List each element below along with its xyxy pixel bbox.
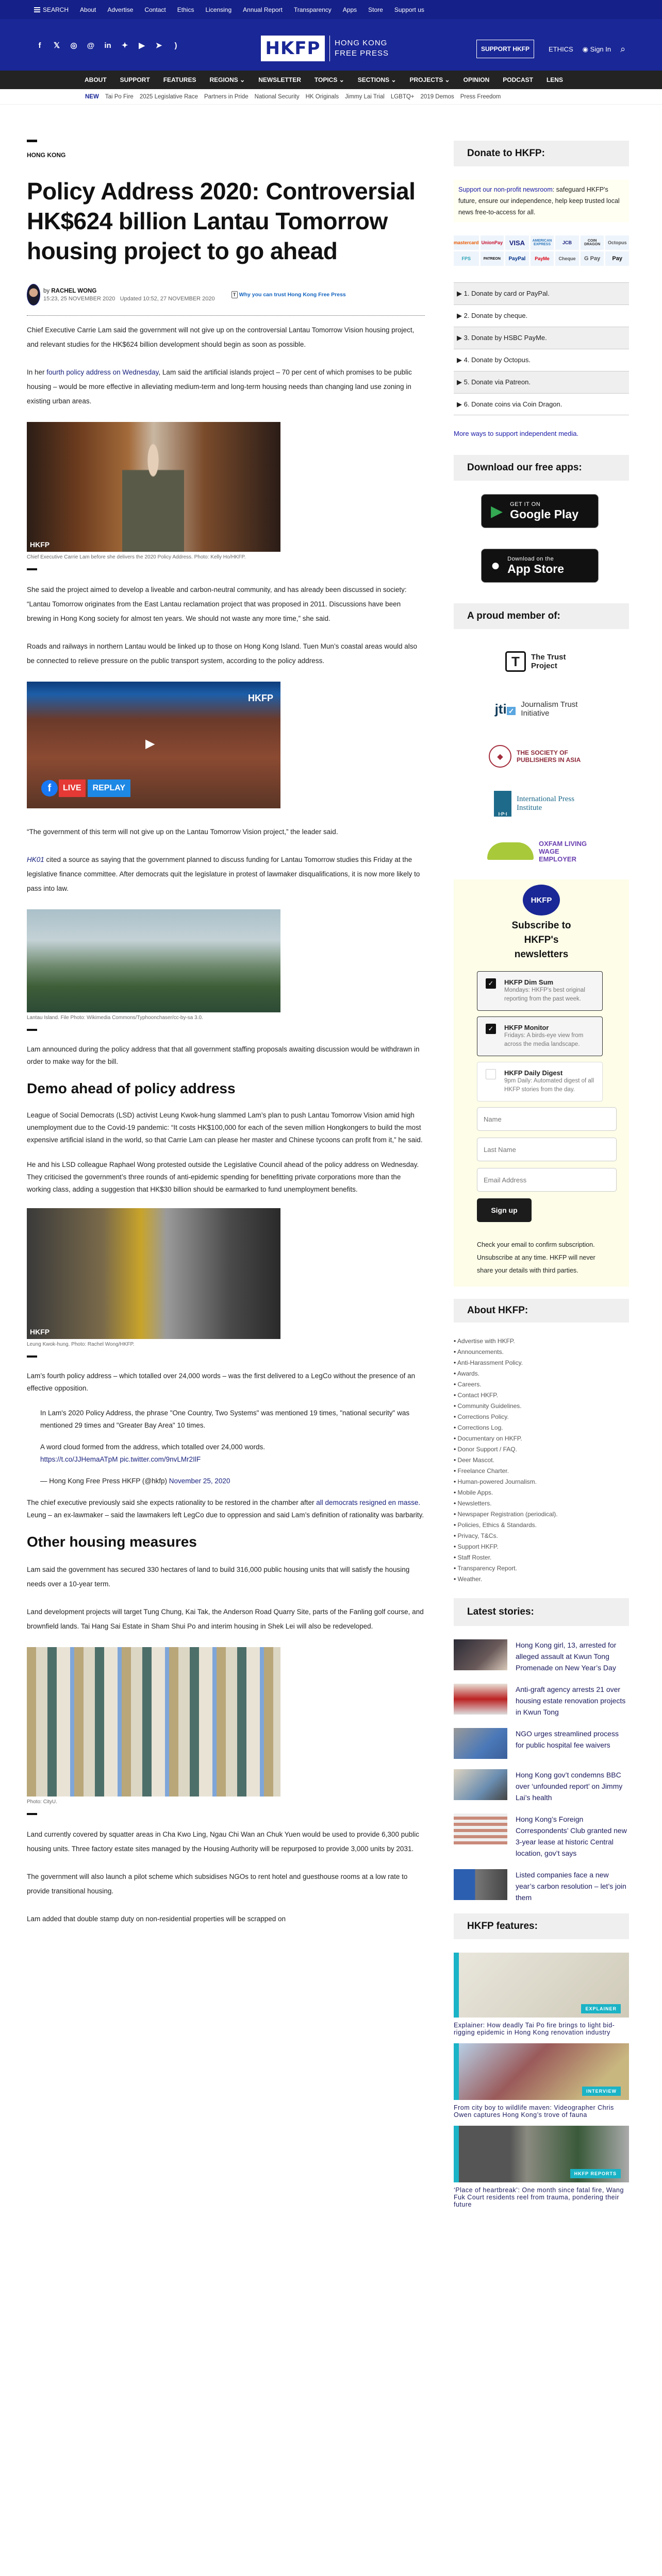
feature-title: From city boy to wildlife maven: Videographer Chris Owen captures Hong Kong’s trove of fauna <box>454 2104 614 2119</box>
app-store-button[interactable] <box>481 549 599 583</box>
social-links <box>34 40 181 51</box>
payme-icon: PayMe <box>531 251 554 266</box>
logo-divider <box>329 36 330 61</box>
photo-image <box>27 422 280 552</box>
photo-lantau-island <box>27 909 280 1021</box>
about-link[interactable]: • Community Guidelines. <box>454 1401 629 1412</box>
live-label: LIVE <box>59 779 86 797</box>
photo-caption: Chief Executive Carrie Lam before she delivers the 2020 Policy Address. Photo: Kelly Ho/HKFP. <box>27 554 246 560</box>
paragraph: Roads and railways in northern Lantau would be linked up to those on Hong Kong Island. Tuen Mun’s coastal areas would also be connected to relieve pressure on the public transport system, according to the policy address. <box>27 642 417 665</box>
search-icon[interactable]: ⌕ <box>620 44 626 54</box>
democrats-resigned-link[interactable]: all democrats resigned en masse. <box>316 1499 421 1506</box>
jti-icon: jti ✓ <box>495 701 516 717</box>
trust-project-icon: T <box>231 291 238 298</box>
about-link[interactable]: • Newsletters. <box>454 1498 629 1509</box>
about-link[interactable]: • Careers. <box>454 1379 629 1390</box>
donate-blurb <box>454 180 629 222</box>
paragraph: League of Social Democrats (LSD) activist Leung Kwok-hung slammed Lam’s plan to push Lantau Tomorrow Vision amid high unemployment due to the Covid-19 pandemic: “It costs HK$100,000 for each of the seven million Hongkongers to build the most expensive artificial island in the world, so that Carrie Lam can please her master and Chinese tycoons can profit from it,” he said. <box>27 1111 423 1144</box>
option-name: HKFP Dim Sum <box>504 978 554 986</box>
photo-housing-towers <box>27 1647 280 1805</box>
main-nav <box>0 71 662 89</box>
chevron-down-icon: ⌄ <box>339 76 344 83</box>
members-heading: A proud member of: <box>454 603 629 629</box>
ipi-globe-icon: I·P·I <box>494 791 511 817</box>
newsletter-option-dim-sum[interactable] <box>477 971 603 1011</box>
trust-project-icon: T <box>505 651 526 672</box>
google-play-text <box>510 501 578 521</box>
about-link[interactable]: • Documentary on HKFP. <box>454 1433 629 1444</box>
ethics-link[interactable]: ETHICS <box>549 45 573 53</box>
app-store-line-2: App Store <box>507 562 565 575</box>
paragraph <box>27 1497 425 1521</box>
topbar-link-support[interactable]: Support us <box>394 6 424 13</box>
nav-regions[interactable] <box>209 76 245 83</box>
about-link[interactable]: • Announcements. <box>454 1347 629 1358</box>
email-input[interactable] <box>477 1168 617 1192</box>
nav-topics[interactable] <box>315 76 344 83</box>
trending-item[interactable]: Tai Po Fire <box>105 93 134 100</box>
trending-item[interactable]: LGBTQ+ <box>390 93 415 100</box>
story-title: Anti-graft agency arrests 21 over housing estate renovation projects in Kwun Tong <box>516 1685 626 1716</box>
about-link[interactable]: • Corrections Policy. <box>454 1412 629 1422</box>
section-bar <box>27 568 37 570</box>
threads-icon[interactable]: @ <box>87 41 95 50</box>
subheading-demo: Demo ahead of policy address <box>27 1080 236 1096</box>
rss-icon[interactable]: ) <box>174 41 177 50</box>
feature-item[interactable] <box>454 2043 629 2119</box>
live-replay-badge <box>41 779 130 797</box>
photo-image <box>27 909 280 1012</box>
instagram-icon[interactable]: ◎ <box>70 41 77 50</box>
paypal-icon: PayPal <box>505 251 529 266</box>
youtube-icon[interactable]: ▶ <box>139 41 145 50</box>
newsletter-option-monitor[interactable] <box>477 1016 603 1056</box>
about-link[interactable]: • Policies, Ethics & Standards. <box>454 1520 629 1531</box>
google-play-icon: ▶ <box>491 502 503 520</box>
nav-sections-label: SECTIONS <box>357 76 390 83</box>
story-title: Listed companies face a new year’s carbon resolution – let’s join them <box>516 1871 626 1902</box>
latest-story[interactable] <box>454 1869 629 1903</box>
byline <box>27 283 425 306</box>
google-play-line-1: GET IT ON <box>510 501 541 507</box>
hkfp-watermark: HKFP <box>30 540 50 549</box>
trending-item[interactable]: Partners in Pride <box>204 93 249 100</box>
about-link[interactable]: • Freelance Charter. <box>454 1466 629 1477</box>
org-name: THE SOCIETY OF PUBLISHERS IN ASIA <box>517 749 581 764</box>
paragraph: She said the project aimed to develop a liveable and carbon-neutral community, and has already been discussed in society: “Lantau Tomorrow originates from the East Lantau reclamation project that was proposed in 2011. Discussions have been brewing in Hong Kong society for almost ten years. We should not waste any more time,” she said. <box>27 586 407 622</box>
paragraph: Lam’s fourth policy address – which totalled over 24,000 words – was the first delivered to a LegCo without the presence of an effective opposition. <box>27 1372 416 1392</box>
category-label[interactable]: HONG KONG <box>27 151 66 159</box>
topbar-link-annual-report[interactable]: Annual Report <box>243 6 283 13</box>
spacer <box>27 810 425 825</box>
section-bar <box>27 1355 37 1358</box>
logo-line-1: HONG KONG <box>335 39 388 47</box>
sign-in-button[interactable] <box>583 45 611 54</box>
published-date: 15:23, 25 NOVEMBER 2020 <box>43 295 115 302</box>
text: In her <box>27 368 47 376</box>
org-name: The Trust Project <box>531 653 566 670</box>
replay-label: REPLAY <box>88 779 130 797</box>
latest-heading: Latest stories: <box>454 1598 629 1626</box>
facebook-icon[interactable]: f <box>38 41 41 50</box>
feature-item[interactable] <box>454 1953 629 2036</box>
about-link[interactable]: • Corrections Log. <box>454 1422 629 1433</box>
amex-icon: AMERICAN EXPRESS <box>531 235 554 250</box>
byline-prefix: by <box>43 287 50 294</box>
app-store-line-1: Download on the <box>507 555 554 562</box>
feature-title: ‘Place of heartbreak’: One month since fatal fire, Wang Fuk Court residents reel from trauma, pondering their future <box>454 2187 624 2208</box>
apple-icon: ● <box>491 557 501 574</box>
sopa-seal-icon: ◆ <box>489 745 511 768</box>
hkfp-logo[interactable] <box>261 36 389 61</box>
nav-regions-label: REGIONS <box>209 76 238 83</box>
trending-item[interactable]: 2019 Demos <box>420 93 454 100</box>
nav-podcast[interactable]: PODCAST <box>503 76 533 83</box>
video-thumbnail[interactable] <box>27 682 280 808</box>
topbar-link-advertise[interactable]: Advertise <box>107 6 134 13</box>
story-title: Hong Kong girl, 13, arrested for alleged assault at Kwun Tong Promenade on New Year’s Day <box>516 1641 617 1672</box>
fps-icon: FPS <box>454 251 479 266</box>
hkfp-watermark: HKFP <box>30 1328 50 1336</box>
chevron-down-icon: ⌄ <box>391 76 396 83</box>
google-pay-icon: G Pay <box>581 251 604 266</box>
play-icon[interactable]: ▶ <box>145 737 155 751</box>
story-thumbnail <box>454 1814 507 1844</box>
story-thumbnail <box>454 1684 507 1715</box>
text: : safeguard HKFP's future, ensure our independence, help keep trusted local news free-to-access for all. <box>458 186 620 216</box>
member-ipi[interactable] <box>454 785 629 823</box>
member-jti[interactable] <box>454 690 629 728</box>
nav-support[interactable]: SUPPORT <box>120 76 150 83</box>
tweet-text <box>40 1441 425 1466</box>
search-label: SEARCH <box>43 6 69 13</box>
trending-item[interactable]: National Security <box>254 93 300 100</box>
user-icon: ◉ <box>582 45 590 53</box>
checkbox-checked[interactable]: ✓ <box>486 1024 496 1034</box>
nav-newsletter[interactable]: NEWSLETTER <box>258 76 301 83</box>
dateline <box>43 296 215 302</box>
org-name: Journalism Trust Initiative <box>521 700 578 718</box>
paragraph: Lam said the government has secured 330 hectares of land to build 316,000 public housing units that will satisfy the housing needs over a 10-year term. <box>27 1566 410 1588</box>
photo-image <box>27 1647 280 1797</box>
features-heading: HKFP features: <box>454 1913 629 1939</box>
option-desc: 9pm Daily: Automated digest of all HKFP stories from the day. <box>504 1078 594 1093</box>
tweet-attribution <box>40 1475 425 1487</box>
byline-divider <box>27 315 425 316</box>
paragraph: He and his LSD colleague Raphael Wong protested outside the Legislative Council ahead of the policy address on Wednesday. They criticised the government’s three rounds of anti-epidemic spending for benefitting private corporations more than the working class, adding a suggestion that HK$30 billion should be earmarked to fund unemployment benefits. <box>27 1161 419 1193</box>
nav-sections[interactable] <box>358 76 396 83</box>
option-desc: Fridays: A birds-eye view from across the media landscape. <box>504 1032 584 1047</box>
section-bar <box>27 1813 37 1815</box>
nav-features[interactable]: FEATURES <box>163 76 196 83</box>
content-area <box>0 105 662 2208</box>
apple-pay-icon <box>605 251 629 266</box>
section-bar <box>27 1029 37 1031</box>
photo-caption: Leung Kwok-hung. Photo: Rachel Wong/HKFP. <box>27 1342 135 1347</box>
hamburger-icon <box>34 7 40 12</box>
story-thumbnail <box>454 1728 507 1759</box>
tweet-text: In Lam's 2020 Policy Address, the phrase "One Country, Two Systems" was mentioned 19 times, "national security" was mentioned 29 times and "Greater Bay Area" 10 times. <box>40 1409 410 1429</box>
story-title: NGO urges streamlined process for public hospital fee waivers <box>516 1730 619 1749</box>
google-play-line-2: Google Play <box>510 507 579 521</box>
paragraph: Land development projects will target Tung Chung, Kai Tak, the Anderson Road Quarry Site, parts of the Fanling golf course, and brownfield lands. Tai Hang Sai Estate in Sham Shui Po and interim housing in Shek Lei will also be redeveloped. <box>27 1608 424 1630</box>
trending-item[interactable]: Jimmy Lai Trial <box>345 93 385 100</box>
checkbox-unchecked[interactable] <box>486 1069 496 1079</box>
last-name-input[interactable] <box>477 1138 617 1161</box>
story-title: Hong Kong gov’t condemns BBC over ‘unfounded report’ on Jimmy Lai’s health <box>516 1771 623 1802</box>
latest-story[interactable] <box>454 1769 629 1803</box>
google-play-button[interactable] <box>481 494 599 528</box>
facebook-live-video[interactable] <box>27 682 280 808</box>
chevron-down-icon: ⌄ <box>444 76 450 83</box>
tweet-pic-link[interactable]: pic.twitter.com/9nvLMr2IlF <box>120 1455 201 1463</box>
subheading-housing: Other housing measures <box>27 1534 197 1550</box>
about-link[interactable]: • Donor Support / FAQ. <box>454 1444 629 1455</box>
paragraph: “The government of this term will not give up on the Lantau Tomorrow Vision project,” the leader said. <box>27 828 338 836</box>
donate-option-octopus[interactable]: ▶ 4. Donate by Octopus. <box>454 349 629 371</box>
app-store-text <box>507 556 564 576</box>
option-text <box>504 1069 597 1094</box>
about-link[interactable]: • Contact HKFP. <box>454 1390 629 1401</box>
embedded-tweet <box>40 1407 425 1487</box>
trending-item[interactable]: HK Originals <box>305 93 339 100</box>
telegram-icon[interactable]: ➤ <box>155 41 162 50</box>
feature-item[interactable] <box>454 2126 629 2208</box>
nav-opinion[interactable]: OPINION <box>463 76 490 83</box>
mastercard-icon: mastercard <box>454 235 479 250</box>
text: , Lam said the artificial islands project – 70 per cent of which promises to be public housing – would be more effective in alleviating medium-term and long-term housing needs than changing land use zoning in existing urban areas. <box>27 368 412 405</box>
checkbox-checked[interactable]: ✓ <box>486 978 496 989</box>
newsletter-note: Check your email to confirm subscription. Unsubscribe at any time. HKFP will never share your details with third parties. <box>477 1241 595 1274</box>
topbar-link-contact[interactable]: Contact <box>144 6 166 13</box>
text: Leung – an ex-lawmaker – said the lawmakers left LegCo due to oppression and said Lam’s definition of rationality was barbarity. <box>27 1511 424 1519</box>
hk01-link[interactable]: HK01 <box>27 856 44 863</box>
patreon-icon: PATREON <box>481 251 504 266</box>
paragraph: Land currently covered by squatter areas in Cha Kwo Ling, Ngau Chi Wan an Chuk Yuen would be used to provide 6,300 public housing units. Three factory estate sites managed by the Housing Authority will be repurposed to provide 3,000 units by 2031. <box>27 1831 419 1853</box>
about-link[interactable]: • Privacy, T&Cs. <box>454 1531 629 1541</box>
policy-address-link[interactable]: fourth policy address on Wednesday <box>46 368 159 376</box>
about-link[interactable]: • Awards. <box>454 1368 629 1379</box>
tweet-short-link[interactable]: https://t.co/JJHemaATpM <box>40 1455 118 1463</box>
nav-projects-label: PROJECTS <box>409 76 443 83</box>
member-trust-project[interactable] <box>454 642 629 681</box>
latest-story[interactable] <box>454 1639 629 1673</box>
option-text <box>504 978 597 1004</box>
coin-dragon-icon: COIN DRAGON <box>581 235 604 250</box>
member-oxfam[interactable] <box>454 832 629 870</box>
feature-title: Explainer: How deadly Tai Po fire brings to light bid-rigging epidemic in Hong Kong renovation industry <box>454 2022 615 2036</box>
logo-mark: HKFP <box>261 36 325 61</box>
about-link[interactable]: • Transparency Report. <box>454 1563 629 1574</box>
trending-item[interactable]: 2025 Legislative Race <box>139 93 198 100</box>
logo-wordmark <box>335 38 389 59</box>
nav-projects[interactable] <box>410 76 450 83</box>
latest-story[interactable] <box>454 1814 629 1859</box>
facebook-icon: f <box>41 780 58 796</box>
about-link[interactable]: • Anti-Harassment Policy. <box>454 1358 629 1368</box>
tweet-date-link[interactable]: November 25, 2020 <box>169 1477 230 1485</box>
text: A word cloud formed from the address, which totalled over 24,000 words. <box>40 1443 265 1451</box>
about-link[interactable]: • Weather. <box>454 1574 629 1585</box>
donate-option-cheque[interactable]: ▶ 2. Donate by cheque. <box>454 304 629 327</box>
option-desc: Mondays: HKFP's best original reporting from the past week. <box>504 987 585 1002</box>
utility-bar <box>0 0 662 19</box>
oxfam-living-wage-icon <box>487 842 534 860</box>
support-hkfp-button[interactable]: SUPPORT HKFP <box>476 40 534 58</box>
paragraph <box>27 365 425 409</box>
feature-badge: EXPLAINER <box>581 2004 621 2013</box>
photo-carrie-lam <box>27 422 280 560</box>
byline-text <box>43 288 215 302</box>
about-heading: About HKFP: <box>454 1299 629 1323</box>
topbar-link-transparency[interactable]: Transparency <box>293 6 332 13</box>
feature-image <box>454 2126 629 2182</box>
linkedin-icon[interactable]: in <box>104 41 111 50</box>
hkfp-watermark: HKFP <box>248 693 273 703</box>
latest-story[interactable] <box>454 1728 629 1759</box>
photo-caption: Lantau Island. File Photo: Wikimedia Commons/Typhoonchaser/cc-by-sa 3.0. <box>27 1015 203 1021</box>
more-ways-link[interactable]: More ways to support independent media. <box>454 430 579 437</box>
name-input[interactable] <box>477 1107 617 1131</box>
topbar-link-licensing[interactable]: Licensing <box>205 6 232 13</box>
feature-image <box>454 2043 629 2100</box>
kicker-bar <box>27 140 37 142</box>
trending-bar <box>0 89 662 105</box>
nav-about[interactable]: ABOUT <box>85 76 107 83</box>
paragraph: Lam added that double stamp duty on non-residential properties will be scrapped on <box>27 1915 286 1923</box>
story-title: Hong Kong’s Foreign Correspondents’ Club granted new 3-year lease at historic Central location, gov’t says <box>516 1815 627 1857</box>
cheque-icon: Cheque <box>555 251 579 266</box>
search-menu-button[interactable] <box>34 6 69 13</box>
about-link[interactable]: • Human-powered Journalism. <box>454 1477 629 1487</box>
trust-link-label: Why you can trust Hong Kong Free Press <box>239 292 346 298</box>
paragraph: Chief Executive Carrie Lam said the government will not give up on the controversial Lantau Tomorrow Vision housing project, and relevant studies for the HK$624 billion development should begin as soon as possible. <box>27 326 415 348</box>
topbar-link-about[interactable]: About <box>80 6 96 13</box>
donate-heading: Donate to HKFP: <box>454 141 629 166</box>
text: cited a source as saying that the government planned to discuss funding for Lantau Tomorrow studies this Friday at the legislative finance committee. After democrats quit the legislature in protest of lawmaker disqualifications, it is now more likely to pass into law. <box>27 856 420 892</box>
about-link[interactable]: • Support HKFP. <box>454 1541 629 1552</box>
article <box>27 140 425 1926</box>
bluesky-icon[interactable]: ✦ <box>121 41 128 50</box>
visa-icon: VISA <box>505 235 529 250</box>
topbar-link-store[interactable]: Store <box>368 6 383 13</box>
author-line <box>43 288 215 294</box>
trust-link[interactable] <box>231 291 346 298</box>
story-thumbnail <box>454 1639 507 1670</box>
trending-new-label: NEW <box>85 93 99 100</box>
feature-badge: HKFP REPORTS <box>570 2169 621 2178</box>
org-name: OXFAM LIVING WAGE EMPLOYER <box>539 839 587 863</box>
trending-item[interactable]: Press Freedom <box>460 93 501 100</box>
option-text <box>504 1024 597 1049</box>
article-title: Policy Address 2020: Controversial HK$624 billion Lantau Tomorrow housing project to go ahead <box>27 178 416 264</box>
photo-image <box>27 1208 280 1339</box>
photo-caption: Photo: CityU. <box>27 1799 57 1805</box>
text: The chief executive previously said she expects rationality to be restored in the chamber after <box>27 1499 317 1506</box>
nav-lens[interactable]: LENS <box>546 76 563 83</box>
latest-stories <box>454 1639 629 1903</box>
about-link[interactable]: • Newspaper Registration (periodical). <box>454 1509 629 1520</box>
donate-option-card[interactable]: ▶ 1. Donate by card or PayPal. <box>454 282 629 304</box>
newsletter-option-daily-digest[interactable] <box>477 1062 603 1101</box>
octopus-icon: Octopus <box>605 235 629 250</box>
about-link[interactable]: • Staff Roster. <box>454 1552 629 1563</box>
x-icon[interactable]: 𝕏 <box>53 41 60 50</box>
updated-date: Updated 10:52, 27 NOVEMBER 2020 <box>120 295 215 302</box>
nav-topics-label: TOPICS <box>314 76 338 83</box>
about-link[interactable]: • Advertise with HKFP. <box>454 1336 629 1347</box>
person-silhouette <box>122 437 184 552</box>
paragraph: The government will also launch a pilot scheme which subsidises NGOs to rent hotel and guesthouse rooms at a low rate to provide transitional housing. <box>27 1873 408 1895</box>
about-link[interactable]: • Mobile Apps. <box>454 1487 629 1498</box>
masthead <box>0 19 662 71</box>
donate-option-payme[interactable]: ▶ 3. Donate by HSBC PayMe. <box>454 327 629 349</box>
topbar-link-ethics[interactable]: Ethics <box>177 6 194 13</box>
feature-image <box>454 1953 629 2018</box>
jcb-icon: JCB <box>555 235 579 250</box>
newsletter-signup <box>454 879 629 1286</box>
masthead-actions <box>549 44 625 55</box>
story-thumbnail <box>454 1869 507 1900</box>
text: — Hong Kong Free Press HKFP (@hkfp) <box>40 1477 169 1485</box>
feature-badge: INTERVIEW <box>582 2087 621 2096</box>
member-sopa[interactable] <box>454 737 629 775</box>
about-link[interactable]: • Deer Mascot. <box>454 1455 629 1466</box>
option-name: HKFP Monitor <box>504 1024 549 1031</box>
about-links <box>454 1336 629 1585</box>
topbar-link-apps[interactable]: Apps <box>342 6 357 13</box>
paragraph <box>27 853 425 896</box>
org-name: International Press Institute <box>517 795 575 812</box>
chevron-down-icon: ⌄ <box>240 76 245 83</box>
donate-option-coin-dragon[interactable]: ▶ 6. Donate coins via Coin Dragon. <box>454 393 629 415</box>
sidebar <box>454 141 629 2208</box>
payment-methods <box>454 235 629 266</box>
paragraph: Lam announced during the policy address that that all government staffing proposals awaiting discussion would be withdrawn in order to make way for the bill. <box>27 1045 420 1065</box>
option-name: HKFP Daily Digest <box>504 1069 563 1077</box>
newsletter-title: Subscribe to HKFP's newsletters <box>511 920 571 960</box>
apple-pay-label: Pay <box>612 256 622 262</box>
donate-option-patreon[interactable]: ▶ 5. Donate via Patreon. <box>454 371 629 393</box>
latest-story[interactable] <box>454 1684 629 1718</box>
photo-leung-kwok-hung <box>27 1208 280 1347</box>
apps-heading: Download our free apps: <box>454 455 629 481</box>
author-avatar[interactable] <box>27 284 40 306</box>
support-newsroom-link[interactable]: Support our non-profit newsroom <box>458 186 553 193</box>
author-name[interactable]: RACHEL WONG <box>51 287 97 294</box>
sign-in-label: Sign In <box>590 45 611 53</box>
sign-up-button[interactable]: Sign up <box>477 1198 532 1222</box>
logo-line-2: FREE PRESS <box>335 49 389 58</box>
story-thumbnail <box>454 1769 507 1800</box>
newsletter-logo: HKFP <box>523 885 560 916</box>
unionpay-icon: UnionPay <box>481 235 504 250</box>
